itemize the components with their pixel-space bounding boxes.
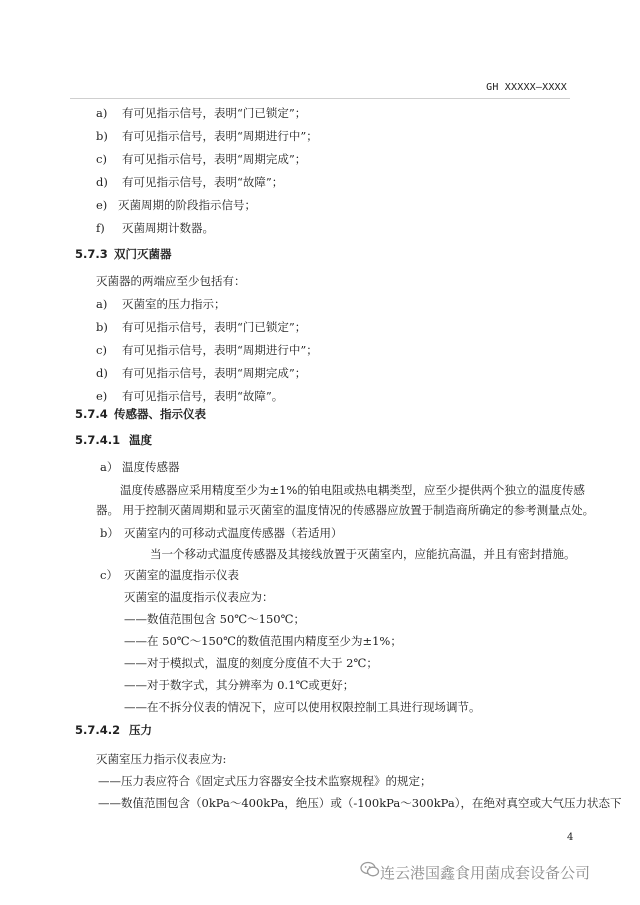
page-number: 4: [567, 832, 574, 843]
list-item: d) 有可见指示信号，表明“故障”；: [96, 175, 284, 189]
sub-item-title: c） 灭菌室的温度指示仪表: [100, 568, 239, 582]
list-item: b) 有可见指示信号，表明“周期进行中”；: [96, 129, 318, 143]
list-item: d) 有可见指示信号，表明“周期完成”；: [96, 366, 307, 380]
watermark-text: 连云港国鑫食用菌成套设备公司: [380, 864, 591, 882]
list-item: c) 有可见指示信号，表明“周期进行中”；: [96, 343, 318, 357]
sub-item-title: a） 温度传感器: [100, 460, 180, 474]
dash-item: ——对于模拟式，温度的刻度分度值不大于 2℃；: [124, 656, 378, 670]
section-heading-5-7-4-1: 5.7.4.1 温度: [75, 433, 152, 447]
wechat-icon: [360, 861, 380, 878]
section-heading-5-7-3: 5.7.3 双门灭菌器: [75, 247, 172, 261]
document-code: GH XXXXX—XXXX: [486, 82, 567, 93]
dash-item: ——在不拆分仪表的情况下，应可以使用权限控制工具进行现场调节。: [124, 700, 481, 714]
paragraph: 当一个移动式温度传感器及其接线放置于灭菌室内，应能抗高温，并且有密封措施。: [150, 547, 576, 561]
sub-item-title: b） 灭菌室内的可移动式温度传感器（若适用）: [100, 526, 343, 540]
list-item: a) 有可见指示信号，表明“门已锁定”；: [96, 106, 307, 120]
paragraph: 灭菌室的温度指示仪表应为：: [124, 590, 274, 604]
dash-item: ——数值范围包含 50℃～150℃；: [124, 612, 305, 626]
section-heading-5-7-4-2: 5.7.4.2 压力: [75, 723, 152, 737]
dash-item: ——对于数字式，其分辨率为 0.1℃或更好；: [124, 678, 355, 692]
section-heading-5-7-4: 5.7.4 传感器、指示仪表: [75, 407, 206, 421]
dash-item: ——数值范围包含（0kPa～400kPa，绝压）或（-100kPa～300kPa），在绝对真空或大气压力状态下: [98, 796, 622, 810]
header-rule: [70, 98, 570, 99]
paragraph: 温度传感器应采用精度至少为±1%的铂电阻或热电耦类型，应至少提供两个独立的温度传感: [120, 483, 585, 497]
list-item: c) 有可见指示信号，表明“周期完成”；: [96, 152, 307, 166]
list-item: b) 有可见指示信号，表明“门已锁定”；: [96, 320, 307, 334]
dash-item: ——压力表应符合《固定式压力容器安全技术监察规程》的规定；: [98, 774, 432, 788]
list-item: e) 有可见指示信号，表明“故障”。: [96, 389, 284, 403]
paragraph: 灭菌室压力指示仪表应为:: [96, 752, 227, 766]
list-item: a) 灭菌室的压力指示；: [96, 297, 226, 311]
dash-item: ——在 50℃～150℃的数值范围内精度至少为±1%；: [124, 634, 402, 648]
list-item: f) 灭菌周期计数器。: [96, 221, 214, 235]
paragraph: 器。 用于控制灭菌周期和显示灭菌室的温度情况的传感器应放置于制造商所确定的参考测量点处。: [96, 503, 595, 517]
list-item: e) 灭菌周期的阶段指示信号；: [96, 198, 256, 212]
paragraph: 灭菌器的两端应至少包括有：: [96, 274, 246, 288]
